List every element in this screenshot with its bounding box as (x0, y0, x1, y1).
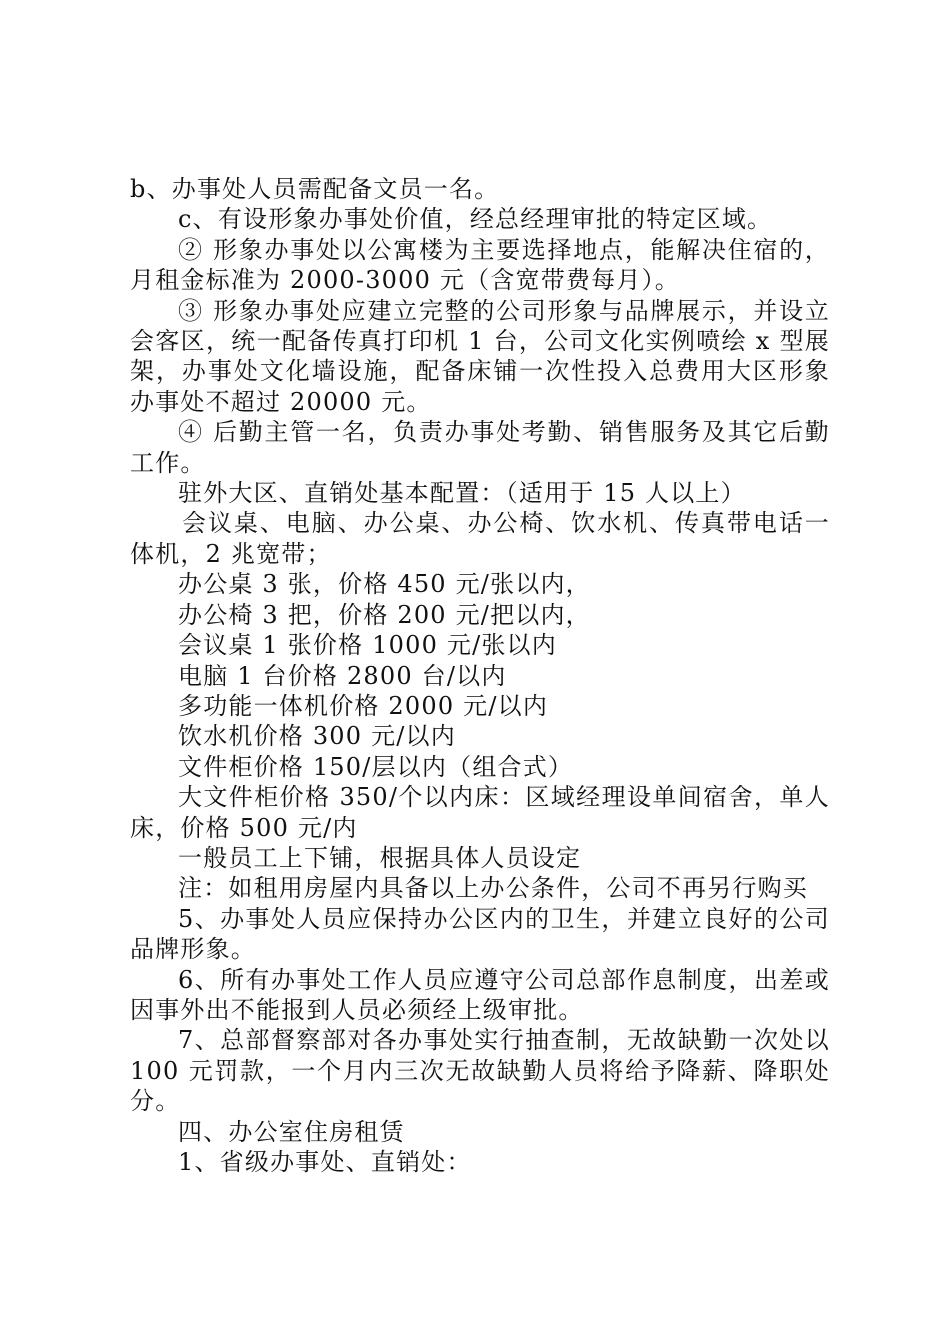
paragraph-item-2-apartment: ② 形象办事处以公寓楼为主要选择地点，能解决住宿的，月租金标准为 2000-3000 元（含宽带费每月）。 (130, 235, 830, 295)
paragraph-multifunction-price: 多功能一体机价格 2000 元/以内 (178, 691, 549, 720)
paragraph-c-special-area: c、有设形象办事处价值，经总经理审批的特定区域。 (178, 205, 773, 234)
section-heading-4: 四、办公室住房租赁 (178, 1117, 405, 1146)
paragraph-provincial-office: 1、省级办事处、直销处： (178, 1148, 472, 1176)
paragraph-meeting-table-price: 会议桌 1 张价格 1000 元/张以内 (178, 631, 557, 660)
paragraph-equipment-list: 会议桌、电脑、办公桌、办公椅、饮水机、传真带电话一体机，2 兆宽带； (130, 509, 830, 568)
paragraph-rule-5: 5、办事处人员应保持办公区内的卫生，并建立良好的公司品牌形象。 (130, 904, 830, 964)
paragraph-item-3-brand-display: ③ 形象办事处应建立完整的公司形象与品牌展示，并设立会客区，统一配备传真打印机 1 台，公司文化实例喷绘 x 型展架，办事处文化墙设施，配备床铺一次性投入总费用大区形象办事处不超过 20000 元。 (130, 296, 830, 416)
paragraph-chair-price: 办公椅 3 把，价格 200 元/把以内， (178, 600, 591, 629)
paragraph-file-cabinet-price: 文件柜价格 150/层以内（组合式） (178, 752, 574, 781)
paragraph-b-clerk: b、办事处人员需配备文员一名。 (130, 175, 500, 203)
paragraph-large-cabinet-bed: 大文件柜价格 350/个以内床：区域经理设单间宿舍，单人床，价格 500 元/内 (130, 783, 830, 842)
paragraph-staff-bunk: 一般员工上下铺，根据具体人员设定 (178, 843, 582, 872)
paragraph-computer-price: 电脑 1 台价格 2800 台/以内 (178, 661, 507, 690)
document-body (130, 174, 830, 1177)
paragraph-rule-6: 6、所有办事处工作人员应遵守公司总部作息制度，出差或因事外出不能报到人员必须经上级审批。 (130, 965, 830, 1024)
paragraph-desk-price: 办公桌 3 张，价格 450 元/张以内， (178, 570, 591, 599)
paragraph-basic-config-heading: 驻外大区、直销处基本配置：（适用于 15 人以上） (178, 479, 746, 508)
paragraph-note: 注：如租用房屋内具备以上办公条件，公司不再另行购买 (178, 874, 808, 903)
paragraph-item-4-logistics: ④ 后勤主管一名，负责办事处考勤、销售服务及其它后勤工作。 (130, 418, 830, 477)
paragraph-rule-7: 7、总部督察部对各办事处实行抽查制，无故缺勤一次处以 100 元罚款，一个月内三次无故缺勤人员将给予降薪、降职处分。 (130, 1026, 830, 1116)
paragraph-water-dispenser-price: 饮水机价格 300 元/以内 (178, 722, 456, 751)
